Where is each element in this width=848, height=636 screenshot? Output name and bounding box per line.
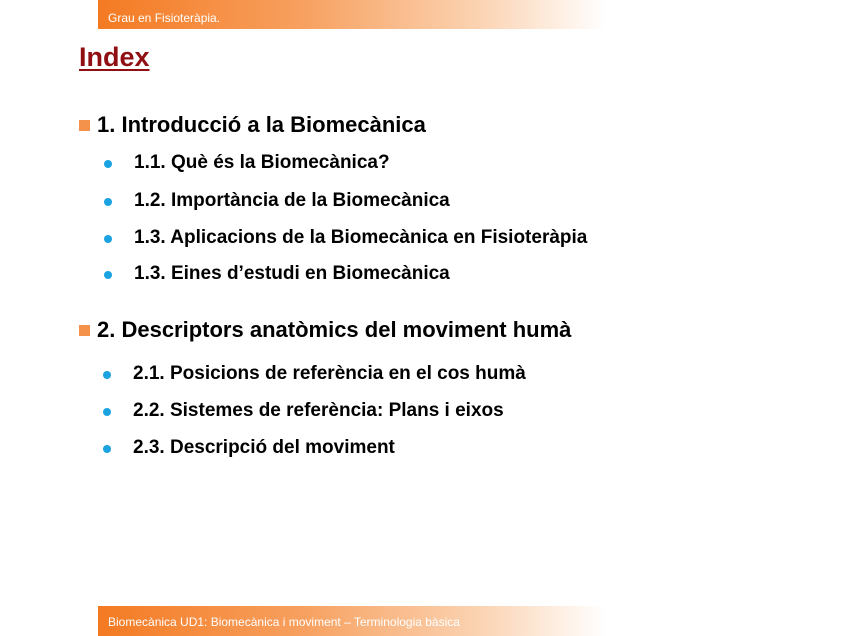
list-item-label: 1.3. Aplicacions de la Biomecànica en Fisioteràpia (134, 227, 588, 248)
dot-bullet-icon (103, 408, 111, 416)
section-2-label: 2. Descriptors anatòmics del moviment humà (97, 317, 572, 342)
section-1-label: 1. Introducció a la Biomecànica (97, 112, 426, 137)
square-bullet-icon (79, 325, 90, 336)
list-item (133, 399, 504, 423)
square-bullet-icon (79, 120, 90, 131)
list-item (134, 189, 450, 213)
list-item-label: 1.1. Què és la Biomecànica? (134, 152, 390, 173)
section-2-heading (79, 317, 571, 343)
header-text: Grau en Fisioteràpia. (108, 11, 221, 25)
dot-bullet-icon (103, 371, 111, 379)
section-1-heading (79, 112, 426, 138)
list-item-label: 2.2. Sistemes de referència: Plans i eixos (133, 400, 504, 421)
dot-bullet-icon (104, 271, 112, 279)
footer-text: Biomecànica UD1: Biomecànica i moviment – Terminologia bàsica (108, 615, 460, 629)
footer-band (98, 606, 606, 636)
list-item (133, 436, 395, 460)
list-item-label: 1.2. Importància de la Biomecànica (134, 190, 450, 211)
list-item (133, 362, 526, 386)
list-item-label: 2.3. Descripció del moviment (133, 437, 395, 458)
dot-bullet-icon (103, 445, 111, 453)
list-item (134, 151, 390, 175)
list-item-label: 1.3. Eines d’estudi en Biomecànica (134, 263, 450, 284)
dot-bullet-icon (104, 160, 112, 168)
dot-bullet-icon (104, 235, 112, 243)
header-band (98, 0, 606, 29)
dot-bullet-icon (104, 198, 112, 206)
list-item (134, 226, 587, 250)
slide-title: Index (79, 42, 150, 72)
list-item-label: 2.1. Posicions de referència en el cos humà (133, 363, 526, 384)
list-item (134, 262, 450, 286)
